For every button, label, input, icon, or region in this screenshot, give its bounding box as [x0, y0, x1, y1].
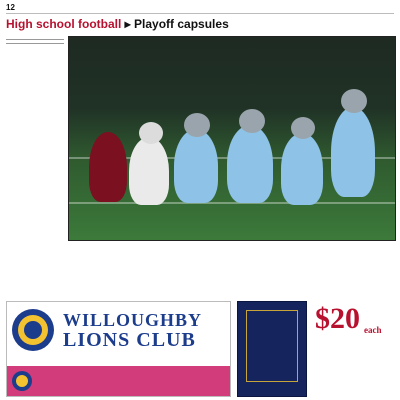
divider	[6, 39, 64, 40]
helmet	[239, 109, 265, 133]
body-column	[234, 249, 313, 297]
price-details	[315, 337, 394, 397]
lions-title-line: WILLOUGHBY	[63, 310, 203, 330]
divider	[6, 43, 64, 44]
lions-emblem-icon	[11, 370, 33, 392]
helmet	[291, 117, 315, 139]
price	[315, 303, 382, 335]
football-photo	[68, 36, 396, 241]
advertisement-row	[6, 301, 394, 397]
lions-emblem-icon	[11, 308, 55, 352]
headline-separator: ▸	[124, 17, 135, 31]
player-figure	[281, 133, 323, 205]
headline-title: Playoff capsules	[134, 17, 229, 31]
medallion-ad	[237, 301, 307, 397]
player-figure	[227, 125, 273, 203]
player-figure	[174, 129, 218, 203]
lions-club-ad[interactable]	[6, 301, 231, 397]
page-number: 12	[6, 3, 15, 12]
yard-line	[69, 202, 395, 204]
helmet	[341, 89, 367, 113]
lions-title-line: LIONS CLUB	[63, 329, 196, 351]
player-figure	[129, 137, 169, 205]
article-body	[68, 249, 396, 297]
headline-kicker: High school football	[6, 17, 122, 31]
lions-title	[63, 310, 202, 350]
price-amount: $20	[315, 302, 360, 335]
helmet	[139, 122, 163, 144]
section-headline	[6, 17, 229, 31]
helmet	[184, 113, 210, 137]
price-unit: each	[364, 325, 382, 335]
page-folio	[6, 2, 394, 14]
body-column	[68, 249, 147, 297]
body-column	[151, 249, 230, 297]
medallion-frame	[246, 310, 298, 382]
price-ad	[313, 301, 394, 397]
player-figure	[331, 107, 375, 197]
promo-band	[7, 366, 230, 396]
left-column	[6, 36, 64, 298]
player-figure	[89, 132, 127, 202]
body-column	[317, 249, 396, 297]
